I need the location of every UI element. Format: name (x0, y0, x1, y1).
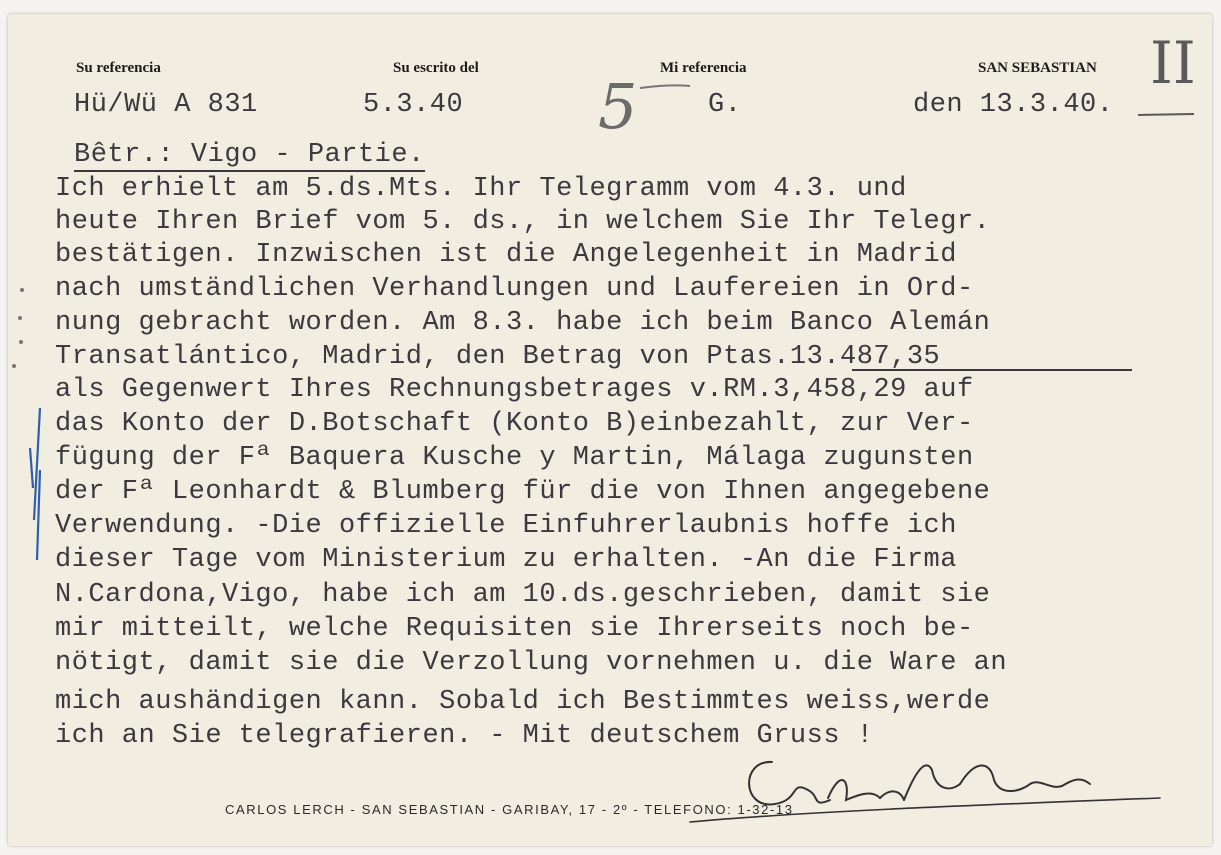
subject-line: Bêtr.: Vigo - Partie. (74, 140, 425, 170)
body-line: der Fª Leonhardt & Blumberg für die von Ihnen angegebene (55, 477, 991, 507)
body-line: ich an Sie telegrafieren. - Mit deutschem Gruss ! (55, 721, 874, 751)
mi-referencia-value: G. (708, 90, 742, 120)
blue-pencil-margin-mark (30, 408, 40, 560)
date-value: den 13.3.40. (913, 90, 1114, 120)
su-escrito-value: 5.3.40 (363, 90, 464, 120)
body-line: mich aushändigen kann. Sobald ich Bestimmtes weiss,werde (55, 687, 991, 717)
body-line: nung gebracht worden. Am 8.3. habe ich beim Banco Alemán (55, 308, 991, 338)
body-line: heute Ihren Brief vom 5. ds., in welchem Sie Ihr Telegr. (55, 207, 991, 237)
body-line: dieser Tage vom Ministerium zu erhalten. -An die Firma (55, 545, 957, 575)
body-line: mir mitteilt, welche Requisiten sie Ihrerseits noch be- (55, 614, 974, 644)
punch-mark (18, 316, 22, 320)
punch-mark (20, 288, 24, 292)
body-line: bestätigen. Inzwischen ist die Angelegenheit in Madrid (55, 240, 957, 270)
roman-numeral-mark: II (1150, 29, 1196, 97)
body-line: Ich erhielt am 5.ds.Mts. Ihr Telegramm vom 4.3. und (55, 174, 907, 204)
body-line: nach umständlichen Verhandlungen und Laufereien in Ord- (55, 274, 974, 304)
body-line: das Konto der D.Botschaft (Konto B)einbezahlt, zur Ver- (55, 409, 974, 439)
footer-address: CARLOS LERCH - SAN SEBASTIAN - GARIBAY, 17 - 2º - TELEFONO: 1-32-13 (225, 802, 794, 817)
body-line: N.Cardona,Vigo, habe ich am 10.ds.geschrieben, damit sie (55, 580, 991, 610)
label-city: SAN SEBASTIAN (978, 60, 1097, 76)
signature (690, 762, 1160, 822)
body-line: Transatlántico, Madrid, den Betrag von Ptas.13.487,35 (55, 342, 941, 372)
label-su-referencia: Su referencia (76, 60, 161, 76)
punch-mark (19, 340, 23, 344)
punch-mark (12, 364, 16, 368)
body-line: als Gegenwert Ihres Rechnungsbetrages v.RM.3,458,29 auf (55, 375, 974, 405)
handwritten-number: 5 (598, 70, 638, 143)
body-line: Verwendung. -Die offizielle Einfuhrerlaubnis hoffe ich (55, 511, 957, 541)
body-line: fügung der Fª Baquera Kusche y Martin, Málaga zugunsten (55, 443, 974, 473)
su-referencia-value: Hü/Wü A 831 (74, 90, 258, 120)
date-pencil-underline (1138, 114, 1194, 115)
body-line: nötigt, damit sie die Verzollung vornehmen u. die Ware an (55, 648, 1008, 678)
label-su-escrito-del: Su escrito del (393, 60, 479, 76)
label-mi-referencia: Mi referencia (660, 60, 747, 76)
pencil-stroke (640, 85, 690, 88)
